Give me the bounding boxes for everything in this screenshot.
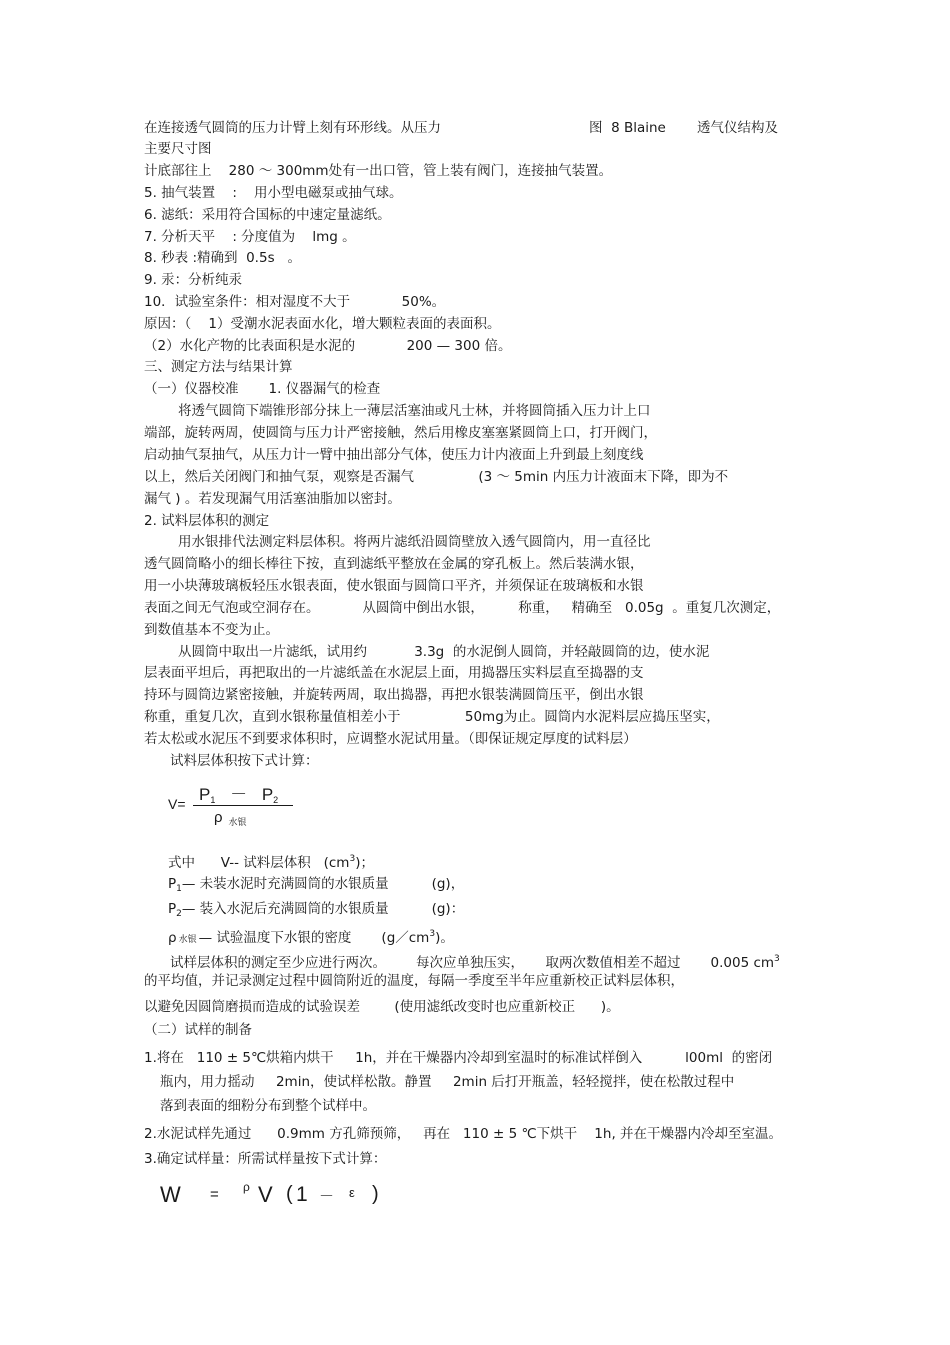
list-item: 3.确定试样量：所需试样量按下式计算： xyxy=(144,1151,387,1167)
paragraph-line: 用水银排代法测定料层体积。将两片滤纸沿圆筒壁放入透气圆筒内，用一直径比 xyxy=(178,534,651,550)
text-line: 在连接透气圆筒的压力计臂上刻有环形线。从压力 xyxy=(144,120,441,136)
paragraph-line: 到数值基本不变为止。 xyxy=(144,622,279,638)
paragraph-line: 用一小块薄玻璃板轻压水银表面，使水银面与圆筒口平齐，并须保证在玻璃板和水银 xyxy=(144,578,644,594)
list-item-cont: 落到表面的细粉分布到整个试样中。 xyxy=(160,1098,376,1114)
formula-one: 1 xyxy=(296,1183,308,1206)
paragraph-line: 层表面平坦后，再把取出的一片滤纸盖在水泥层上面，用捣器压实料层直至捣器的支 xyxy=(144,665,644,681)
formula-equals: = xyxy=(210,1186,219,1203)
text-line: 主要尺寸图 xyxy=(144,141,212,157)
fraction-bar xyxy=(193,805,293,806)
formula-rho: ρ xyxy=(214,809,223,826)
formula-v: V xyxy=(258,1182,273,1207)
definition-rho: ρ水银 — 试验温度下水银的密度 $(g/cm^3)$。 xyxy=(168,929,454,946)
paragraph-line: 漏气 ) 。若发现漏气用活塞油脂加以密封。 xyxy=(144,491,401,507)
formula-minus: － xyxy=(319,1188,335,1205)
list-item: 10．试验室条件：相对湿度不大于 50%。 xyxy=(144,294,446,310)
paragraph-line: 若太松或水泥压不到要求体积时，应调整水泥试用量。（即保证规定厚度的试料层） xyxy=(144,731,637,747)
figure-caption: 图 8 Blaine xyxy=(589,120,666,136)
formula-numerator xyxy=(199,780,278,805)
paragraph-line: 试料层体积按下式计算： xyxy=(170,753,319,769)
formula-rparen: ) xyxy=(372,1183,379,1205)
formula-lhs: V= xyxy=(168,796,186,812)
list-item: 9. 汞：分析纯汞 xyxy=(144,272,243,288)
list-item: 7. 分析天平 : 分度值为 lmg 。 xyxy=(144,229,356,245)
formula-sub1: 1 xyxy=(210,795,216,805)
formula-rho: ρ xyxy=(243,1180,250,1194)
definition-v: 式中 V-- 试料层体积 $(cm^3)$； xyxy=(168,854,374,871)
subsection-heading: （一）仪器校准 1. 仪器漏气的检查 xyxy=(144,381,381,397)
list-item: 6. 滤纸：采用符合国标的中速定量滤纸。 xyxy=(144,207,391,223)
list-item: 8. 秒表 :精确到 0.5s 。 xyxy=(144,250,301,266)
section-heading: 三、测定方法与结果计算 xyxy=(144,359,293,375)
paragraph-line: 将透气圆筒下端锥形部分抹上一薄层活塞油或凡士林，并将圆筒插入压力计上口 xyxy=(178,403,651,419)
subsection-heading: （二）试样的制备 xyxy=(144,1022,252,1038)
paragraph-line: 称重，重复几次，直到水银称量值相差小于 50mg为止。圆筒内水泥料层应捣压坚实， xyxy=(144,709,720,725)
paragraph-line: 透气圆筒略小的细长棒往下按，直到滤纸平整放在金属的穿孔板上。然后装满水银， xyxy=(144,556,644,572)
paragraph-line: 持环与圆筒边紧密接触，并旋转两周，取出捣器，再把水银装满圆筒压平，倒出水银 xyxy=(144,687,644,703)
formula-minus: － xyxy=(230,785,248,804)
paragraph-line: 表面之间无气泡或空洞存在。 从圆筒中倒出水银， 称重， 精确至 0.05g 。重复几次测定， xyxy=(144,600,781,616)
paragraph-line: 的平均值，并记录测定过程中圆筒附近的温度，每隔一季度至半年应重新校正试料层体积， xyxy=(144,973,684,989)
text-line: （2）水化产物的比表面积是水泥的 200 — 300 倍。 xyxy=(144,338,512,354)
paragraph-line: 以避免因圆筒磨损而造成的试验误差 (使用滤纸改变时也应重新校正 )。 xyxy=(144,999,620,1015)
formula-p2: P xyxy=(261,785,274,804)
list-item: 1.将在 110 ± 5℃烘箱内烘干 1h，并在干燥器内冷却到室温时的标准试样倒入 l00ml 的密闭 xyxy=(144,1050,773,1066)
subsection-heading: 2. 试料层体积的测定 xyxy=(144,513,270,529)
list-item: 2.水泥试样先通过 0.9mm 方孔筛预筛， 再在 110 ± 5 ℃下烘干 1h, 并在干燥器内冷却至室温。 xyxy=(144,1126,783,1142)
paragraph-line: 以上，然后关闭阀门和抽气泵，观察是否漏气 (3 ～ 5min 内压力计液面末下降，即为不 xyxy=(144,469,729,485)
definition-p1: $P_1—$ 未装水泥时充满圆筒的水银质量 (g)， xyxy=(168,876,465,894)
text-line: 计底部往上 280 ～ 300mm处有一出口管，管上装有阀门，连接抽气装置。 xyxy=(144,163,613,179)
formula-rho-sub: 水银 xyxy=(228,817,247,827)
figure-caption-cont: 透气仪结构及 xyxy=(697,120,778,136)
list-item-cont: 瓶内，用力摇动 2min，使试样松散。静置 2min 后打开瓶盖，轻轻搅拌，使在松散过程中 xyxy=(160,1074,735,1090)
formula-p1: P xyxy=(199,785,211,804)
formula-epsilon: ε xyxy=(349,1185,355,1200)
text-line: 原因：（ 1）受潮水泥表面水化，增大颗粒表面的表面积。 xyxy=(144,316,501,332)
formula-sub2: 2 xyxy=(273,795,279,805)
paragraph-line: 启动抽气泵抽气，从压力计一臂中抽出部分气体，使压力计内液面上升到最上刻度线 xyxy=(144,447,644,463)
paragraph-line: 端部，旋转两周，使圆筒与压力计严密接触，然后用橡皮塞塞紧圆筒上口，打开阀门， xyxy=(144,425,657,441)
paragraph-line: 试样层体积的测定至少应进行两次。 每次应单独压实， 取两次数值相差不超过 0.005 $cm^3$ xyxy=(170,954,780,971)
formula-w: W xyxy=(160,1182,181,1207)
formula-lparen: ( xyxy=(286,1183,293,1205)
paragraph-line: 从圆筒中取出一片滤纸，试用约 3.3g 的水泥倒人圆筒，并轻敲圆筒的边，使水泥 xyxy=(178,644,710,660)
formula-denominator xyxy=(214,809,247,828)
list-item: 5. 抽气装置 : 用小型电磁泵或抽气球。 xyxy=(144,185,403,201)
definition-p2: $P_2—$ 装入水泥后充满圆筒的水银质量 (g)： xyxy=(168,901,465,919)
